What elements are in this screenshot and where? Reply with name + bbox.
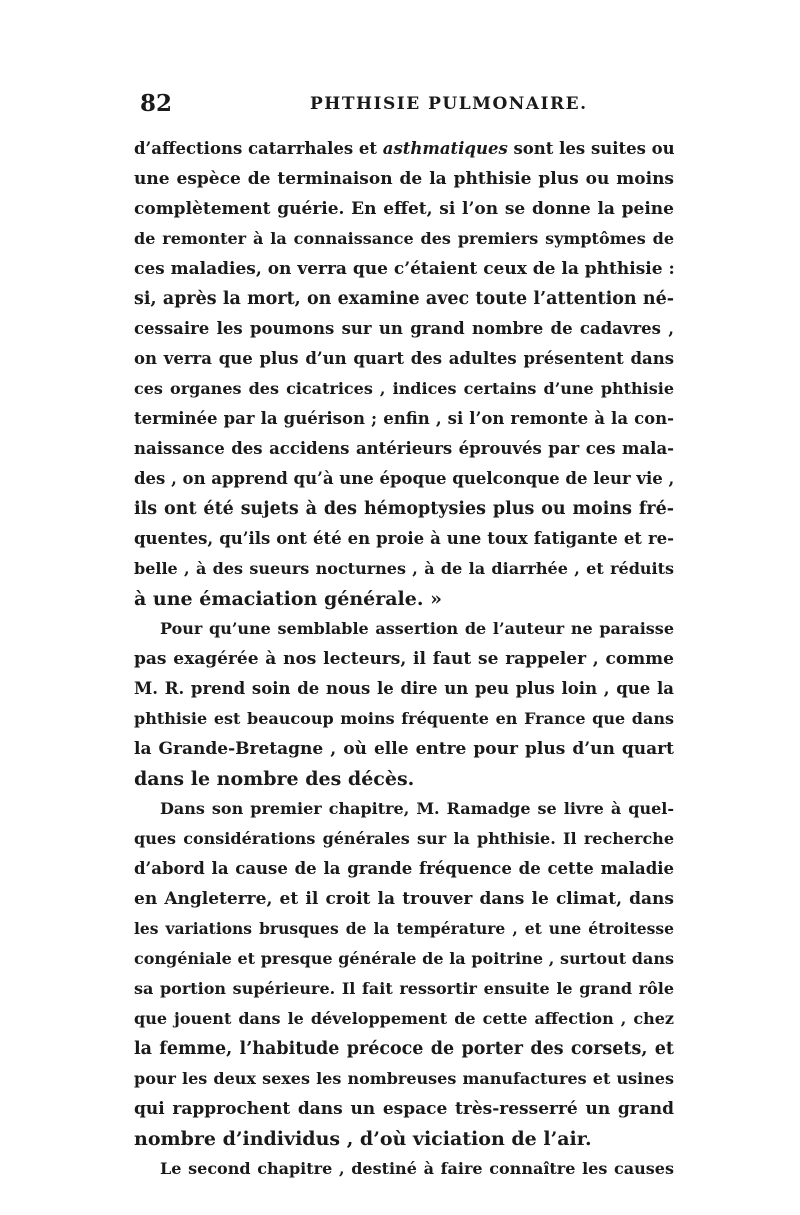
text-line: la femme, l’habitude précoce de porter des corsets, et: [134, 1039, 674, 1059]
italic-term: asthmatiques: [382, 139, 508, 158]
text-line: que jouent dans le développement de cette affection , chez: [134, 1009, 674, 1028]
text-line: si, après la mort, on examine avec toute l’attention né-: [134, 289, 674, 309]
text-segment: d’affections catarrhales et: [134, 139, 383, 158]
text-line: les variations brusques de la température , et une étroitesse: [134, 919, 674, 938]
text-line: une espèce de terminaison de la phthisie plus ou moins: [134, 169, 674, 189]
text-line: phthisie est beaucoup moins fréquente en France que dans: [134, 709, 674, 728]
text-line: à une émaciation générale. »: [134, 588, 442, 610]
paragraph-start-line: Pour qu’une semblable assertion de l’auteur ne paraisse: [160, 619, 674, 638]
text-line: ques considérations générales sur la phthisie. Il recherche: [134, 829, 674, 848]
body-text: [134, 134, 674, 1184]
text-segment: sont les suites ou: [507, 139, 675, 158]
paragraph-start-line: Dans son premier chapitre, M. Ramadge se livre à quel-: [160, 799, 674, 818]
text-line: naissance des accidens antérieurs éprouvés par ces mala-: [134, 439, 674, 458]
text-line: qui rapprochent dans un espace très-resserré un grand: [134, 1099, 674, 1119]
text-line: ils ont été sujets à des hémoptysies plus ou moins fré-: [134, 499, 674, 519]
text-line: ces maladies, on verra que c’étaient ceux de la phthisie :: [134, 259, 675, 279]
text-line: de remonter à la connaissance des premiers symptômes de: [134, 229, 674, 248]
text-line: en Angleterre, et il croit la trouver dans le climat, dans: [134, 889, 674, 909]
text-line: [134, 134, 674, 164]
text-line: cessaire les poumons sur un grand nombre de cadavres ,: [134, 319, 674, 338]
text-line: pas exagérée à nos lecteurs, il faut se rappeler , comme: [134, 649, 674, 669]
page-header: [134, 90, 674, 122]
text-line: sa portion supérieure. Il fait ressortir ensuite le grand rôle: [134, 979, 674, 998]
text-line: des , on apprend qu’à une époque quelconque de leur vie ,: [134, 469, 675, 488]
text-line: la Grande-Bretagne , où elle entre pour plus d’un quart: [134, 739, 674, 759]
text-line: congéniale et presque générale de la poitrine , surtout dans: [134, 949, 674, 968]
text-line: quentes, qu’ils ont été en proie à une toux fatigante et re-: [134, 529, 674, 548]
page-number: 82: [140, 90, 173, 117]
text-line: dans le nombre des décès.: [134, 768, 415, 790]
text-line: nombre d’individus , d’où viciation de l’air.: [134, 1128, 592, 1150]
text-line: pour les deux sexes les nombreuses manufactures et usines: [134, 1069, 674, 1088]
paragraph-start-line: Le second chapitre , destiné à faire connaître les causes: [160, 1159, 674, 1178]
text-line: d’abord la cause de la grande fréquence de cette maladie: [134, 859, 674, 878]
text-line: terminée par la guérison ; enfin , si l’on remonte à la con-: [134, 409, 674, 428]
text-line: complètement guérie. En effet, si l’on se donne la peine: [134, 199, 674, 219]
running-title: PHTHISIE PULMONAIRE.: [310, 94, 588, 114]
text-line: on verra que plus d’un quart des adultes présentent dans: [134, 349, 674, 368]
text-line: ces organes des cicatrices , indices certains d’une phthisie: [134, 379, 674, 398]
text-line: M. R. prend soin de nous le dire un peu plus loin , que la: [134, 679, 674, 698]
text-line: belle , à des sueurs nocturnes , à de la diarrhée , et réduits: [134, 559, 674, 578]
